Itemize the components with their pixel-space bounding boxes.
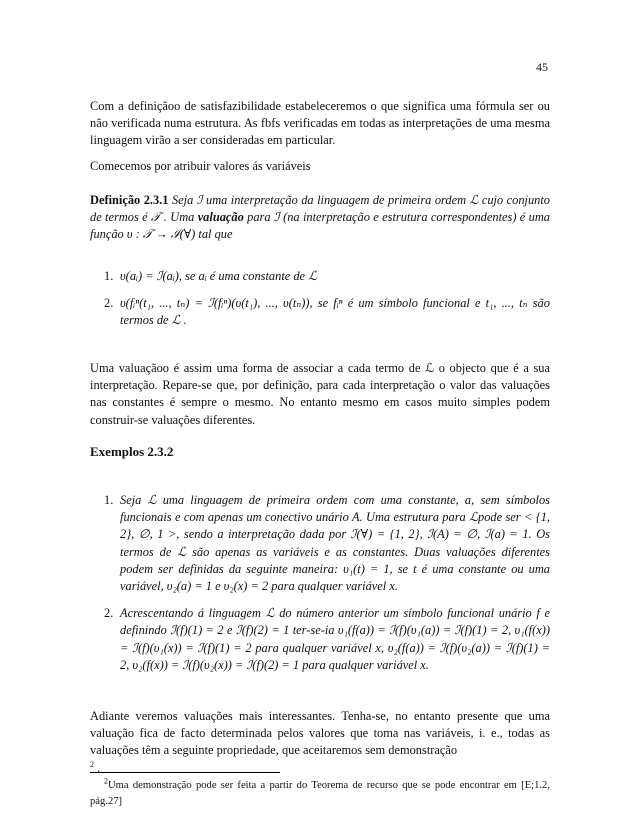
footnote-reference: 2 [90, 759, 94, 769]
paragraph-3-end: . [94, 760, 101, 775]
paragraph-2: Uma valuaçãoo é assim uma forma de associar a cada termo de ℒ o objecto que é a sua interpretação. Repare-se que, por definição, para cada interpretação o valor das valuações nas constantes é sempre o mesmo. No entanto mesmo em casos muito simples podem construir-se valuações diferentes. [90, 361, 550, 427]
item-number: 1. [104, 269, 114, 283]
definition-text-a: Seja ℐ uma interpretação da linguagem de primeira ordem ℒ cujo conjunto de termos é 𝒯 . Uma [90, 193, 550, 225]
paragraph-3-text: Adiante veremos valuações mais interessantes. Tenha-se, no entanto presente que uma valuação fica de facto determinada pelos valores que toma nas variáveis, i. e., todas as valuações têm a seguinte propriedade, que aceitaremos sem demonstração [90, 709, 550, 758]
intro-paragraph: Com a definiçãoo de satisfazibilidade estabeleceremos o que significa uma fórmula ser ou não verificada numa estrutura. As fbfs verificadas em todas as interpretações de uma mesma linguagem virão a ser consideradas em particular. [90, 99, 550, 148]
item-text: υ(aᵢ) = ℐ(aᵢ), se aᵢ é uma constante de ℒ [120, 269, 318, 283]
definition-term: valuação [197, 210, 244, 225]
footnote-divider [90, 772, 280, 773]
intro-paragraph-2: Comecemos por atribuir valores ás variáveis [90, 159, 311, 173]
footnote-text: Uma demonstração pode ser feita a partir do Teorema de recurso que se pode encontrar em [E;1.2, pág.27] [90, 780, 550, 807]
page-number: 45 [536, 60, 548, 74]
definition-item-2 [90, 295, 550, 329]
definition-text-b: para ℐ (na interpretação e estrutura correspondentes) é uma função υ : 𝒯 → ℐ(∀) tal que [90, 210, 550, 242]
paragraph-3 [90, 708, 550, 777]
definition-label: Definição 2.3.1 [90, 193, 169, 207]
item-text: Seja ℒ uma linguagem de primeira ordem com uma constante, a, sem símbolos funcionais e com apenas um conectivo unário A. Uma estrutura para ℒpode ser < {1, 2}, ∅, 1 >, sendo a interpretação dada por ℐ(∀) = {1, 2}, ℐ(A) = ∅, ℐ(a) = 1. Os termos de ℒ são apenas as variáveis e as constantes. Duas valuações diferentes podem ser definidas da seguinte maneira: υ₁(t) = 1, se t é uma constante ou uma variável, υ₂(a) = 1 e υ₂(x) = 2 para qualquer variável x. [120, 493, 550, 594]
item-number: 1. [104, 493, 114, 507]
item-text: Acrescentando á linguagem ℒ do número anterior um símbolo funcional unário f e definindo ℐ(f)(1) = 2 e ℐ(f)(2) = 1 ter-se-ia υ₁(f(a)) = ℐ(f)(υ₁(a)) = ℐ(f)(1) = 2, υ₁(f(x)) = ℐ(f)(υ₁(x)) = ℐ(f)(1) = 2 para qualquer variável x, υ₂(f(a)) = ℐ(f)(υ₂(a)) = ℐ(f)(1) = 2, υ₂(f(x)) = ℐ(f)(υ₂(x)) = ℐ(f)(2) = 1 para qualquer variável x. [120, 606, 550, 672]
example-item-1 [90, 492, 550, 595]
footnote-mark: 2 [104, 776, 108, 786]
example-item-2 [90, 605, 550, 674]
examples-heading: Exemplos 2.3.2 [90, 444, 174, 459]
item-number: 2. [104, 296, 114, 311]
definition-list [90, 268, 550, 330]
item-number: 2. [104, 606, 114, 621]
item-text: υ(fᵢⁿ(t₁, ..., tₙ) = ℐ(fᵢⁿ)(υ(t₁), ..., υ(tₙ)), se fᵢⁿ é um símbolo funcional e t₁, ..., tₙ são termos de ℒ . [120, 296, 550, 328]
definition-2-3-1 [90, 192, 550, 244]
footnote [90, 778, 550, 809]
definition-item-1 [90, 268, 550, 285]
examples-list [90, 492, 550, 674]
